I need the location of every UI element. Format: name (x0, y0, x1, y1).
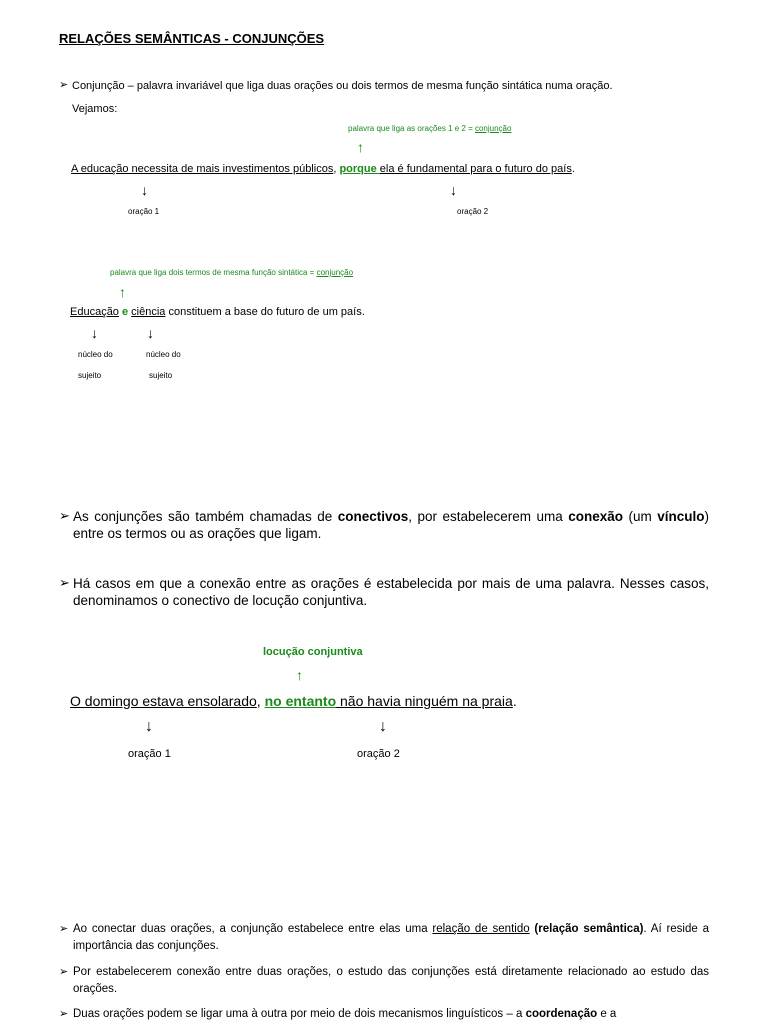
bullet-marker: ➢ (59, 1008, 69, 1020)
text-segment: ( (529, 923, 539, 935)
term-relacao-de-sentido: relação de sentido (432, 923, 530, 935)
annotation-prefix: palavra que liga dois termos de mesma função sintática = (110, 268, 317, 277)
annotation-link: conjunção (316, 268, 354, 277)
text-segment: As conjunções são também chamadas de (73, 509, 338, 524)
label-oracao-2: oração 2 (357, 748, 400, 760)
up-arrow-icon: ↑ (357, 139, 364, 155)
estudo-oracoes-paragraph: Por estabelecerem conexão entre duas orações, o estudo das conjunções está diretamente relacionado ao estudo das orações. (73, 966, 709, 995)
bullet-marker: ➢ (59, 508, 70, 523)
sentence-comma: , (256, 693, 265, 709)
conectivos-paragraph (73, 508, 709, 542)
page-title: RELAÇÕES SEMÂNTICAS - CONJUNÇÕES (59, 31, 325, 46)
sentence-period: . (571, 163, 575, 175)
up-arrow-icon: ↑ (119, 284, 126, 300)
term-conectivos: conectivos (337, 509, 409, 524)
sentence-part1: O domingo estava ensolarado (70, 693, 257, 709)
down-arrow-icon: ↓ (141, 182, 148, 198)
sentence-period: . (512, 693, 517, 709)
term-conexao: conexão (568, 509, 624, 524)
text-segment: ) entre os termos ou as orações que ligam. (73, 509, 709, 541)
up-arrow-icon: ↑ (296, 667, 303, 683)
example3-sentence (70, 693, 517, 709)
sentence-comma: , (333, 163, 340, 175)
text-segment: Ao conectar duas orações, a conjunção estabelece entre elas uma (73, 923, 433, 935)
example1-annotation (348, 124, 511, 133)
label-nucleo-2: núcleo do (146, 350, 181, 359)
down-arrow-icon: ↓ (147, 325, 154, 341)
sentence-part2: não havia ninguém na praia (336, 693, 513, 709)
down-arrow-icon: ↓ (145, 718, 153, 735)
relacao-sentido-paragraph (73, 921, 709, 955)
intro-vejamos: Vejamos: (72, 103, 118, 115)
conjunction-no-entanto: no entanto (264, 693, 337, 709)
coordenacao-paragraph (73, 1006, 709, 1023)
label-sujeito-1: sujeito (78, 371, 102, 380)
bullet-marker: ➢ (59, 923, 69, 935)
annotation-link: conjunção (474, 124, 512, 133)
text-segment: . Aí reside a importância das conjunções. (73, 923, 709, 952)
text-segment: , por estabelecerem uma (408, 509, 569, 524)
label-oracao-1: oração 1 (128, 207, 160, 216)
bullet-marker: ➢ (59, 966, 69, 978)
text-segment: Duas orações podem se ligar uma à outra por meio de dois mecanismos linguísticos – a (73, 1008, 526, 1020)
example2-annotation (110, 268, 353, 277)
term-coordenacao: coordenação (525, 1008, 598, 1020)
bullet-marker: ➢ (59, 575, 70, 590)
annotation-prefix: palavra que liga as orações 1 e 2 = (348, 124, 475, 133)
label-oracao-1: oração 1 (128, 748, 171, 760)
label-sujeito-2: sujeito (149, 371, 173, 380)
sentence-part1: A educação necessita de mais investimentos públicos (71, 163, 334, 175)
word-educacao: Educação (70, 306, 119, 318)
example3-annotation: locução conjuntiva (263, 646, 363, 658)
down-arrow-icon: ↓ (91, 325, 98, 341)
bullet-marker: ➢ (59, 79, 69, 91)
down-arrow-icon: ↓ (379, 718, 387, 735)
locucao-paragraph: Há casos em que a conexão entre as orações é estabelecida por mais de uma palavra. Nesses casos, denominamos o conectivo de locução conjuntiva. (73, 576, 709, 608)
label-nucleo-1: núcleo do (78, 350, 113, 359)
sentence-part2: ela é fundamental para o futuro do país (379, 163, 572, 175)
example2-sentence (70, 306, 365, 318)
conjunction-porque: porque (339, 163, 380, 175)
intro-definition: Conjunção – palavra invariável que liga duas orações ou dois termos de mesma função sintática numa oração. (72, 80, 613, 92)
label-oracao-2: oração 2 (457, 207, 489, 216)
conjunction-e: e (118, 306, 132, 318)
example1-sentence (71, 163, 575, 175)
term-relacao-semantica: relação semântica) (538, 923, 644, 935)
text-segment: (um (623, 509, 658, 524)
word-ciencia: ciência (131, 306, 166, 318)
down-arrow-icon: ↓ (450, 182, 457, 198)
term-vinculo: vínculo (657, 509, 705, 524)
text-segment: e a (597, 1008, 617, 1020)
sentence-rest: constituem a base do futuro de um país. (165, 306, 365, 318)
